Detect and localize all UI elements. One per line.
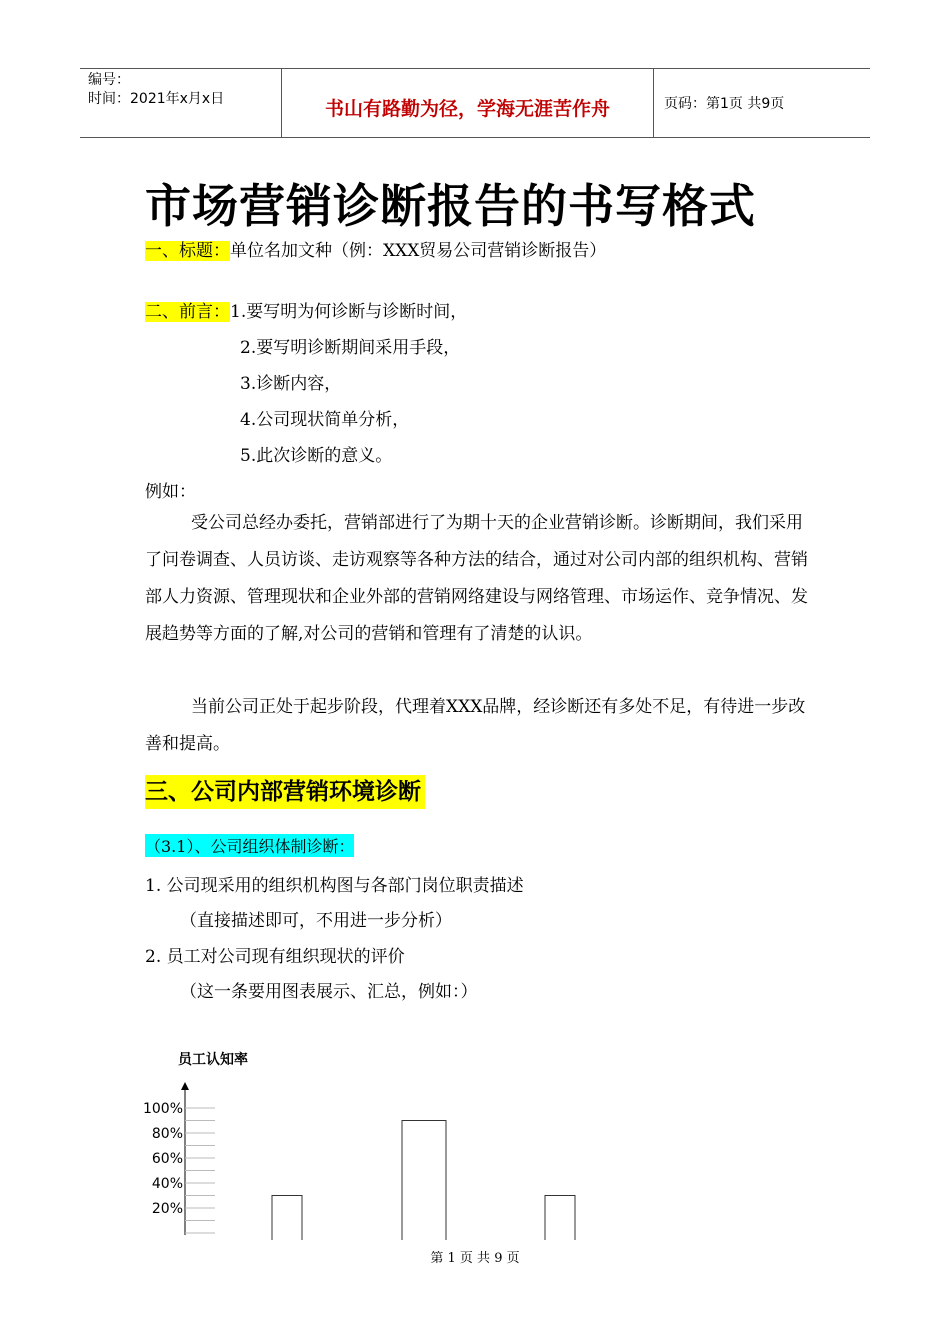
- header-meta: [80, 69, 281, 137]
- tick-label: 100%: [142, 1101, 183, 1117]
- tick-label: 80%: [151, 1126, 183, 1142]
- tick-label: 40%: [151, 1176, 183, 1192]
- example-label: 例如：: [145, 482, 196, 502]
- paragraph-text: 受公司总经办委托，营销部进行了为期十天的企业营销诊断。诊断期间，我们采用了问卷调查、人员访谈、走访观察等各种方法的结合，通过对公司内部的组织机构、营销部人力资源、管理现状和企业外部的营销网络建设与网络管理、市场运作、竞争情况、发展趋势等方面的了解,对公司的营销和管理有了清楚的认识。: [145, 513, 808, 644]
- section3-heading: 三、公司内部营销环境诊断: [145, 775, 425, 809]
- document-title: 市场营销诊断报告的书写格式: [145, 179, 756, 233]
- chart-bars: [272, 1121, 575, 1241]
- section1-line: [145, 236, 606, 261]
- section2-item: 4.公司现状简单分析，: [240, 410, 410, 430]
- tick-label: 20%: [151, 1201, 183, 1217]
- list-item-1-note: （直接描述即可，不用进一步分析）: [180, 911, 452, 931]
- chart-ticks: [143, 1101, 215, 1233]
- section2-label: 二、前言：: [145, 302, 230, 322]
- awareness-chart: [130, 1040, 630, 1240]
- tick-label: 60%: [151, 1151, 183, 1167]
- header-motto: 书山有路勤为径，学海无涯苦作舟: [281, 69, 654, 137]
- header-page-info: 页码：第1页 共9页: [664, 96, 785, 112]
- section2-item: 3.诊断内容，: [240, 374, 342, 394]
- paragraph-text: 当前公司正处于起步阶段，代理着XXX品牌，经诊断还有多处不足，有待进一步改善和提高。: [145, 697, 806, 754]
- date-label: 时间：2021年x月x日: [88, 91, 225, 107]
- page-footer: 第 1 页 共 9 页: [430, 1251, 520, 1266]
- section2-item: 1.要写明为何诊断与诊断时间，: [230, 302, 468, 322]
- number-label: 编号：: [88, 72, 130, 88]
- example-paragraph-1: [145, 505, 815, 653]
- page-header: [80, 68, 870, 138]
- section2-item: 5.此次诊断的意义。: [240, 446, 393, 466]
- section2-item: 2.要写明诊断期间采用手段，: [240, 338, 461, 358]
- subsection-3-1: （3.1）、公司组织体制诊断：: [145, 834, 354, 857]
- chart-bar: [545, 1196, 575, 1241]
- list-item-2: 2. 员工对公司现有组织现状的评价: [145, 947, 405, 967]
- section1-text: 单位名加文种（例：XXX贸易公司营销诊断报告）: [230, 241, 607, 261]
- list-item-1: 1. 公司现采用的组织机构图与各部门岗位职责描述: [145, 876, 524, 896]
- section1-label: 一、标题：: [145, 241, 230, 261]
- chart-bar: [402, 1121, 446, 1241]
- section2-line: [145, 297, 467, 322]
- chart-bar: [272, 1196, 302, 1241]
- example-paragraph-2: [145, 689, 815, 763]
- chart-ylabel: 员工认知率: [178, 1052, 248, 1068]
- y-axis-arrow: [181, 1082, 189, 1090]
- list-item-2-note: （这一条要用图表展示、汇总，例如：）: [180, 982, 478, 1002]
